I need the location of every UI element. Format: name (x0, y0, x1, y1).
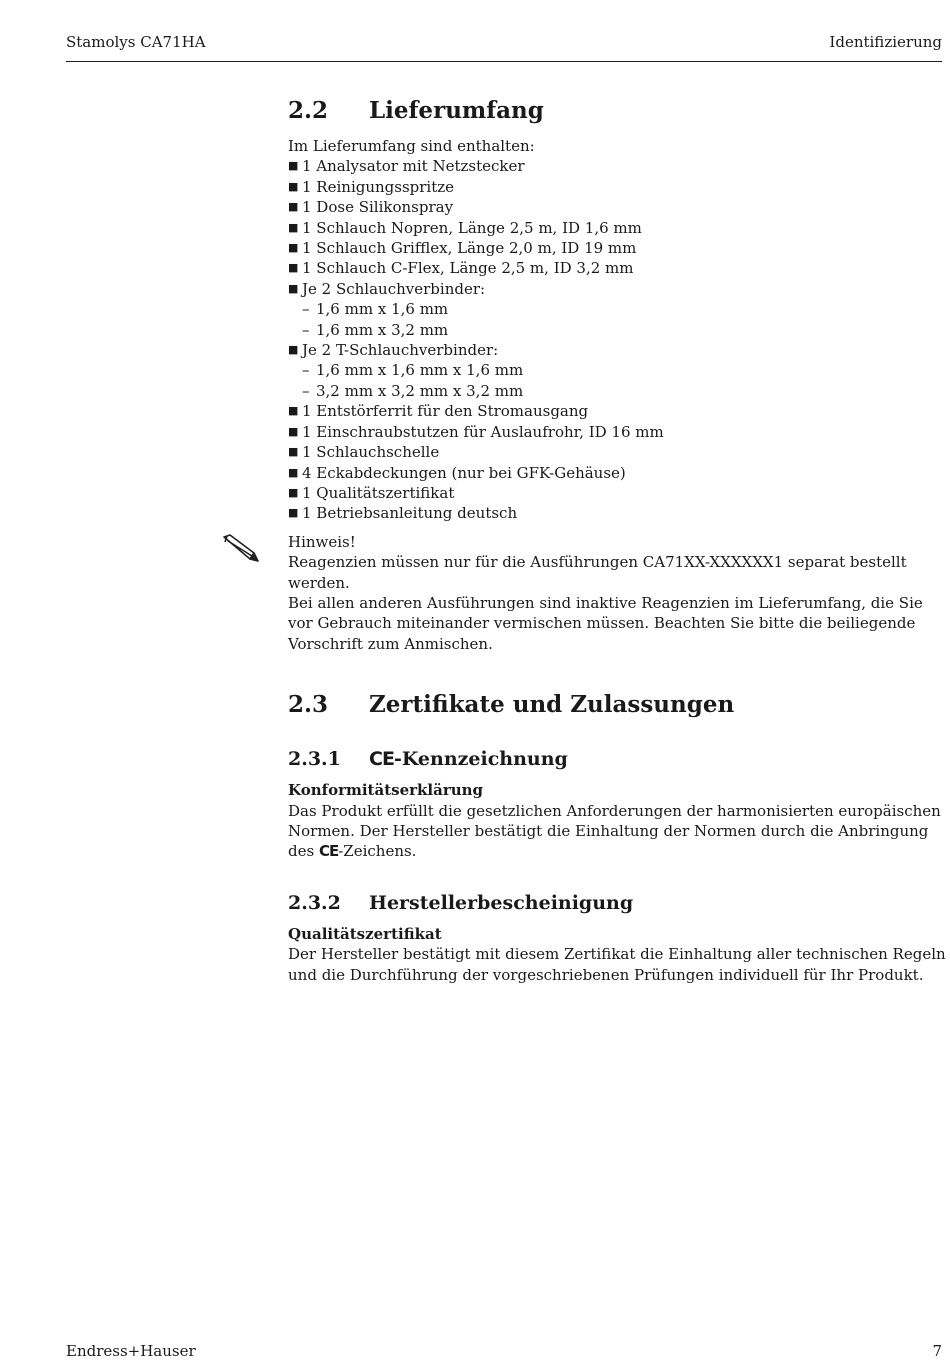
section-title: Herstellerbescheinigung (369, 891, 634, 914)
bullet-icon: ■ (288, 261, 299, 275)
bullet-icon: ■ (288, 200, 299, 214)
section-title: Lieferumfang (369, 97, 544, 124)
list-item: ■ 1 Schlauchschelle (288, 443, 440, 462)
note-label: Hinweis! (288, 532, 356, 551)
list-item: ■ 1 Schlauch C-Flex, Länge 2,5 m, ID 3,2 mm (288, 259, 634, 278)
note-line-1: Reagenzien müssen nur für die Ausführungen CA71XX-XXXXXX1 separat bestellt werden. (288, 553, 907, 592)
intro-text: Im Lieferumfang sind enthalten: (288, 137, 535, 155)
list-item-group: ■ Je 2 T-Schlauchverbinder: – 1,6 mm x 1,6 mm x 1,6 mm – 3,2 mm x 3,2 mm x 3,2 mm (288, 340, 948, 401)
sub-list (302, 360, 948, 401)
header-product: Stamolys CA71HA (66, 33, 206, 51)
list-item: ■ 1 Einschraubstutzen für Auslaufrohr, ID 16 mm (288, 422, 664, 441)
list-item: ■ 1 Entstörferrit für den Stromausgang (288, 402, 589, 421)
list-item: ■ 1 Analysator mit Netzstecker (288, 157, 525, 176)
paragraph-conformity: Das Produkt erfüllt die gesetzlichen Anforderungen der harmonisierten europäischen Normen. Der Hersteller bestätigt die Einhaltung der Normen durch die Anbringung des CE-Zeichens. (288, 801, 941, 861)
dash-icon: – (302, 300, 310, 319)
dash-icon: – (302, 361, 310, 380)
footer-company: Endress+Hauser (66, 1342, 196, 1360)
delivery-list (288, 156, 948, 523)
section-number: 2.2 (288, 97, 329, 124)
sub-list-item: – 1,6 mm x 1,6 mm (302, 300, 449, 319)
section-2-3-1-heading (288, 746, 948, 772)
bullet-icon: ■ (288, 241, 299, 255)
list-item: ■ 1 Betriebsanleitung deutsch (288, 504, 518, 523)
paragraph-quality: Der Hersteller bestätigt mit diesem Zertifikat die Einhaltung aller technischen Regeln und die Durchführung der vorgeschriebenen Prüfungen individuell für Ihr Produkt. (288, 945, 946, 984)
bullet-icon: ■ (288, 465, 299, 479)
list-item: ■ 1 Schlauch Grifflex, Länge 2,0 m, ID 19 mm (288, 239, 637, 258)
list-item: ■ 1 Qualitätszertifikat (288, 483, 455, 502)
bullet-icon: ■ (288, 404, 299, 418)
list-item: ■ 4 Eckabdeckungen (nur bei GFK-Gehäuse) (288, 463, 626, 482)
bullet-icon: ■ (288, 424, 299, 438)
bullet-icon: ■ (288, 445, 299, 459)
page-content (288, 96, 948, 985)
section-title: -Kennzeichnung (393, 748, 568, 771)
bullet-icon: ■ (288, 159, 299, 173)
section-2-3-heading (288, 690, 948, 720)
bullet-icon: ■ (288, 343, 299, 357)
subheading-quality: Qualitätszertifikat (288, 924, 442, 943)
bullet-icon: ■ (288, 179, 299, 193)
bullet-icon: ■ (288, 220, 299, 234)
section-number: 2.3 (288, 691, 329, 719)
section-number: 2.3.1 (288, 748, 341, 771)
bullet-icon: ■ (288, 281, 299, 295)
list-item: ■ 1 Reinigungsspritze (288, 177, 455, 196)
section-title: Zertifikate und Zulassungen (369, 691, 735, 719)
subheading-conformity: Konformitätserklärung (288, 781, 484, 800)
bullet-icon: ■ (288, 485, 299, 499)
list-item: ■ 1 Schlauch Nopren, Länge 2,5 m, ID 1,6 mm (288, 218, 642, 237)
note-line-2: Bei allen anderen Ausführungen sind inaktive Reagenzien im Lieferumfang, die Sie vor Gebrauch miteinander vermischen müssen. Beachten Sie bitte die beiliegende Vorschrift zum Anmischen. (288, 593, 923, 653)
header-chapter: Identifizierung (829, 33, 942, 51)
dash-icon: – (302, 381, 310, 400)
pencil-note-icon (220, 533, 260, 565)
section-number: 2.3.2 (288, 891, 341, 914)
bullet-icon: ■ (288, 506, 299, 520)
sub-list-item: – 3,2 mm x 3,2 mm x 3,2 mm (302, 381, 524, 400)
sub-list (302, 299, 948, 340)
section-2-2-heading (288, 96, 948, 126)
ce-mark-inline-icon: CE (318, 842, 339, 861)
sub-list-item: – 1,6 mm x 1,6 mm x 1,6 mm (302, 361, 524, 380)
ce-mark-icon: CE (369, 748, 394, 771)
footer-page-number: 7 (932, 1342, 942, 1360)
dash-icon: – (302, 320, 310, 339)
sub-list-item: – 1,6 mm x 3,2 mm (302, 320, 449, 339)
section-2-3-2-heading (288, 890, 948, 916)
note-block (288, 532, 948, 654)
list-item-group: ■ Je 2 Schlauchverbinder: – 1,6 mm x 1,6 mm – 1,6 mm x 3,2 mm (288, 279, 948, 340)
page-header (66, 30, 942, 62)
list-item: ■ 1 Dose Silikonspray (288, 198, 454, 217)
